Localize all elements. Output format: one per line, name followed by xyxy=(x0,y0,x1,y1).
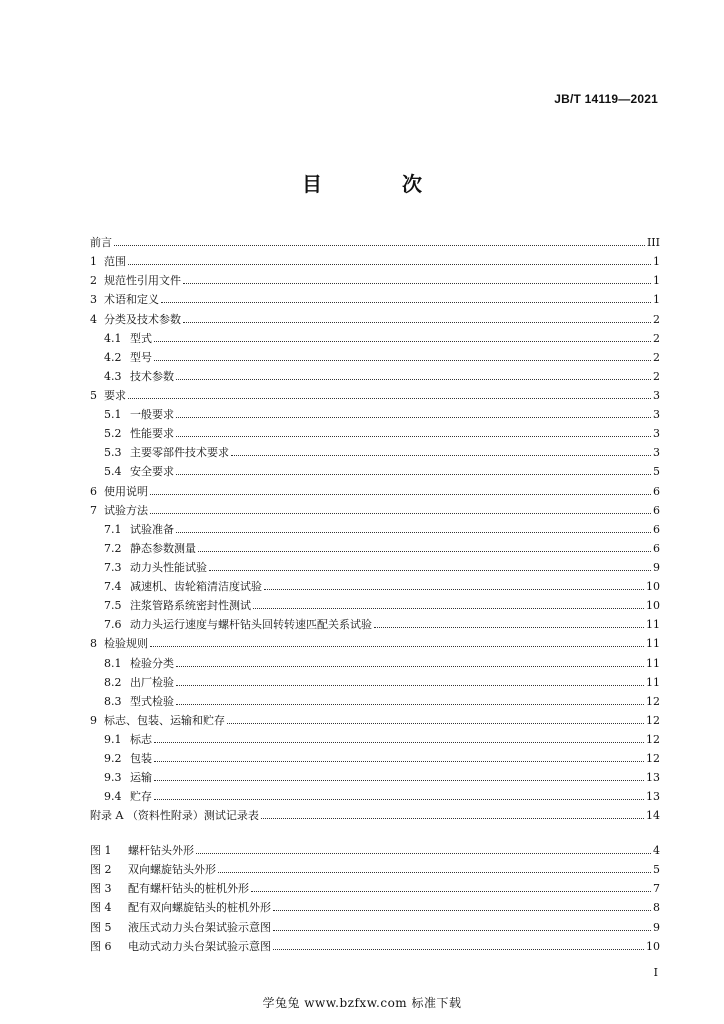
entry-number: 7.3 xyxy=(104,560,122,574)
dot-leader xyxy=(161,301,651,303)
entry-number: 7.4 xyxy=(104,580,122,594)
entry-page: 8 xyxy=(653,901,660,915)
entry-number: 图 6 xyxy=(90,939,112,953)
toc-entry[interactable] xyxy=(90,420,660,439)
entry-label: 试验准备 xyxy=(130,522,174,536)
entry-label: 试验方法 xyxy=(104,503,148,517)
entry-number: 图 2 xyxy=(90,863,112,877)
entry-page: 10 xyxy=(646,580,660,594)
entry-number: 4.2 xyxy=(104,350,122,364)
toc-entry[interactable] xyxy=(90,573,660,592)
entry-number: 9 xyxy=(90,713,97,727)
toc-entry[interactable] xyxy=(90,267,660,286)
entry-number: 5.3 xyxy=(104,446,122,460)
entry-page: 6 xyxy=(653,522,660,536)
toc-entry[interactable] xyxy=(90,305,660,324)
toc-entry[interactable] xyxy=(90,745,660,764)
entry-label: 检验分类 xyxy=(130,656,174,670)
entry-label: 包装 xyxy=(130,752,152,766)
entry-number: 7.5 xyxy=(104,599,122,613)
toc-entry[interactable] xyxy=(90,611,660,630)
toc-entry[interactable] xyxy=(90,382,660,401)
page-number: I xyxy=(653,966,658,979)
dot-leader xyxy=(128,397,651,399)
entry-page: 11 xyxy=(646,618,660,632)
figure-entry[interactable] xyxy=(90,856,660,875)
entry-number: 7.6 xyxy=(104,618,122,632)
toc-entry[interactable] xyxy=(90,458,660,477)
entry-number: 1 xyxy=(90,255,97,269)
toc-list xyxy=(90,229,660,821)
entry-label: 出厂检验 xyxy=(130,675,174,689)
entry-label: 分类及技术参数 xyxy=(104,312,181,326)
entry-label: 贮存 xyxy=(130,790,152,804)
entry-page: 3 xyxy=(653,427,660,441)
entry-label: 检验规则 xyxy=(104,637,148,651)
toc-entry[interactable] xyxy=(90,554,660,573)
entry-label: 术语和定义 xyxy=(104,293,159,307)
entry-number: 8.3 xyxy=(104,694,122,708)
dot-leader xyxy=(154,359,651,361)
dot-leader xyxy=(176,416,651,418)
entry-page: 6 xyxy=(653,503,660,517)
toc-entry[interactable] xyxy=(90,592,660,611)
dot-leader xyxy=(231,454,651,456)
entry-number: 3 xyxy=(90,293,97,307)
entry-label: 安全要求 xyxy=(130,465,174,479)
entry-page: 5 xyxy=(653,465,660,479)
dot-leader xyxy=(150,645,644,647)
entry-page: 7 xyxy=(653,882,660,896)
entry-number: 7.1 xyxy=(104,522,122,536)
entry-page: 1 xyxy=(653,274,660,288)
entry-page: 12 xyxy=(646,694,660,708)
entry-label: 型式检验 xyxy=(130,694,174,708)
dot-leader xyxy=(273,909,651,911)
entry-number: 5 xyxy=(90,388,97,402)
entry-number: 9.4 xyxy=(104,790,122,804)
figure-entry[interactable] xyxy=(90,894,660,913)
entry-number: 7.2 xyxy=(104,541,122,555)
entry-page: 13 xyxy=(646,790,660,804)
figure-entry[interactable] xyxy=(90,913,660,932)
entry-page: 3 xyxy=(653,446,660,460)
entry-page: 6 xyxy=(653,484,660,498)
entry-label: 配有双向螺旋钻头的桩机外形 xyxy=(128,901,271,915)
dot-leader xyxy=(374,626,644,628)
dot-leader xyxy=(253,607,644,609)
entry-page: 11 xyxy=(646,656,660,670)
entry-label: 电动式动力头台架试验示意图 xyxy=(128,939,271,953)
dot-leader xyxy=(128,263,651,265)
toc-entry[interactable] xyxy=(90,363,660,382)
figure-entry[interactable] xyxy=(90,875,660,894)
entry-page: 5 xyxy=(653,863,660,877)
entry-number: 9.1 xyxy=(104,732,122,746)
dot-leader xyxy=(154,779,644,781)
dot-leader xyxy=(227,722,644,724)
entry-label: 动力头运行速度与螺杆钻头回转转速匹配关系试验 xyxy=(130,618,372,632)
dot-leader xyxy=(154,340,651,342)
dot-leader xyxy=(154,741,644,743)
dot-leader xyxy=(264,588,644,590)
entry-page: 2 xyxy=(653,369,660,383)
entry-label: 前言 xyxy=(90,236,112,250)
toc-entry[interactable] xyxy=(90,286,660,305)
toc-entry[interactable] xyxy=(90,669,660,688)
entry-page: 10 xyxy=(646,599,660,613)
entry-number: 7 xyxy=(90,503,97,517)
entry-page: 1 xyxy=(653,293,660,307)
toc-entry[interactable] xyxy=(90,764,660,783)
entry-label: 规范性引用文件 xyxy=(104,274,181,288)
entry-page: 9 xyxy=(653,920,660,934)
entry-number: 4.1 xyxy=(104,331,122,345)
entry-label: 一般要求 xyxy=(130,408,174,422)
dot-leader xyxy=(273,948,644,950)
figure-entry[interactable] xyxy=(90,933,660,952)
dot-leader xyxy=(183,282,651,284)
toc-entry[interactable] xyxy=(90,516,660,535)
entry-page: 14 xyxy=(646,809,660,823)
entry-number: 5.2 xyxy=(104,427,122,441)
entry-label: 型式 xyxy=(130,331,152,345)
toc-entry[interactable] xyxy=(90,688,660,707)
toc-entry[interactable] xyxy=(90,783,660,802)
entry-page: III xyxy=(646,236,660,250)
toc-entry[interactable] xyxy=(90,344,660,363)
toc-entry[interactable] xyxy=(90,630,660,649)
entry-number: 8.1 xyxy=(104,656,122,670)
entry-number: 9.2 xyxy=(104,752,122,766)
entry-page: 12 xyxy=(646,713,660,727)
toc-entry[interactable] xyxy=(90,535,660,554)
entry-page: 12 xyxy=(646,752,660,766)
dot-leader xyxy=(261,817,644,819)
entry-page: 6 xyxy=(653,541,660,555)
entry-page: 12 xyxy=(646,732,660,746)
toc-entry[interactable] xyxy=(90,497,660,516)
entry-page: 2 xyxy=(653,331,660,345)
entry-page: 1 xyxy=(653,255,660,269)
entry-number: 6 xyxy=(90,484,97,498)
entry-number: 8 xyxy=(90,637,97,651)
footer-watermark: 学兔兔 www.bzfxw.com 标准下载 xyxy=(262,996,462,1010)
entry-label: 性能要求 xyxy=(130,427,174,441)
entry-number: 图 4 xyxy=(90,901,112,915)
entry-number: 9.3 xyxy=(104,771,122,785)
dot-leader xyxy=(176,703,644,705)
dot-leader xyxy=(150,493,651,495)
dot-leader xyxy=(183,321,651,323)
toc-entry[interactable] xyxy=(90,439,660,458)
dot-leader xyxy=(251,890,651,892)
entry-label: 型号 xyxy=(130,350,152,364)
entry-page: 10 xyxy=(646,939,660,953)
dot-leader xyxy=(209,569,651,571)
entry-page: 2 xyxy=(653,350,660,364)
dot-leader xyxy=(273,929,651,931)
entry-page: 2 xyxy=(653,312,660,326)
entry-number: 图 3 xyxy=(90,882,112,896)
entry-page: 9 xyxy=(653,560,660,574)
dot-leader xyxy=(176,473,651,475)
entry-number: 5.4 xyxy=(104,465,122,479)
toc-entry[interactable] xyxy=(90,707,660,726)
dot-leader xyxy=(176,435,651,437)
entry-number: 图 1 xyxy=(90,844,112,858)
entry-page: 11 xyxy=(646,675,660,689)
page-title: 目 次 xyxy=(302,172,452,196)
toc-entry[interactable] xyxy=(90,726,660,745)
toc-entry[interactable] xyxy=(90,325,660,344)
dot-leader xyxy=(176,378,651,380)
dot-leader xyxy=(154,760,644,762)
entry-label: 要求 xyxy=(104,388,126,402)
entry-number: 2 xyxy=(90,274,97,288)
entry-label: 使用说明 xyxy=(104,484,148,498)
dot-leader xyxy=(176,684,644,686)
toc-entry[interactable] xyxy=(90,401,660,420)
entry-label: 液压式动力头台架试验示意图 xyxy=(128,920,271,934)
dot-leader xyxy=(176,531,651,533)
entry-number: 5.1 xyxy=(104,408,122,422)
dot-leader xyxy=(150,512,651,514)
entry-label: 静态参数测量 xyxy=(130,541,196,555)
entry-label: 配有螺杆钻头的桩机外形 xyxy=(128,882,249,896)
entry-page: 11 xyxy=(646,637,660,651)
entry-label: 注浆管路系统密封性测试 xyxy=(130,599,251,613)
entry-label: 螺杆钻头外形 xyxy=(128,844,194,858)
toc-entry[interactable] xyxy=(90,248,660,267)
entry-page: 3 xyxy=(653,388,660,402)
entry-number: 图 5 xyxy=(90,920,112,934)
entry-label: 标志、包装、运输和贮存 xyxy=(104,713,225,727)
entry-label: 标志 xyxy=(130,732,152,746)
entry-label: 范围 xyxy=(104,255,126,269)
toc-entry[interactable] xyxy=(90,229,660,248)
toc-entry[interactable] xyxy=(90,477,660,496)
entry-label: 运输 xyxy=(130,771,152,785)
dot-leader xyxy=(114,244,645,246)
entry-label: 技术参数 xyxy=(130,369,174,383)
standard-code: JB/T 14119—2021 xyxy=(554,92,658,106)
figure-list xyxy=(90,837,660,952)
entry-label: 动力头性能试验 xyxy=(130,560,207,574)
entry-number: 4.3 xyxy=(104,369,122,383)
entry-label: 附录 A （资料性附录）测试记录表 xyxy=(90,809,259,823)
entry-number: 4 xyxy=(90,312,97,326)
entry-label: 主要零部件技术要求 xyxy=(130,446,229,460)
dot-leader xyxy=(218,871,651,873)
dot-leader xyxy=(196,852,651,854)
figure-entry[interactable] xyxy=(90,837,660,856)
toc-entry[interactable] xyxy=(90,649,660,668)
entry-page: 3 xyxy=(653,408,660,422)
entry-page: 4 xyxy=(653,844,660,858)
entry-label: 减速机、齿轮箱清洁度试验 xyxy=(130,580,262,594)
entry-label: 双向螺旋钻头外形 xyxy=(128,863,216,877)
toc-entry[interactable] xyxy=(90,802,660,821)
dot-leader xyxy=(198,550,651,552)
entry-number: 8.2 xyxy=(104,675,122,689)
dot-leader xyxy=(154,798,644,800)
entry-page: 13 xyxy=(646,771,660,785)
dot-leader xyxy=(176,665,644,667)
